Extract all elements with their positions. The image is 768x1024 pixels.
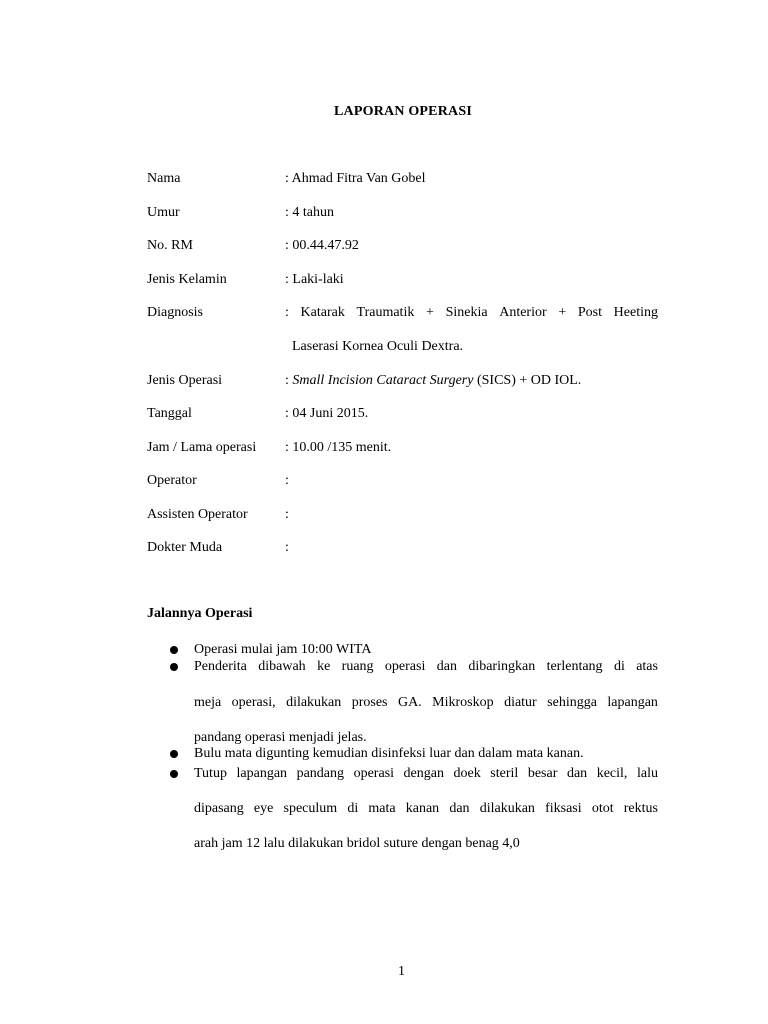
word: dengan xyxy=(403,766,444,781)
word: rektus xyxy=(623,801,658,816)
word: Katarak xyxy=(300,305,345,320)
word: dilakukan xyxy=(286,695,342,710)
word: steril xyxy=(490,766,519,781)
word: Traumatik xyxy=(356,305,415,320)
operation-name: Small Incision Cataract Surgery xyxy=(292,373,474,388)
word: operasi xyxy=(384,659,426,674)
word: speculum xyxy=(283,801,338,816)
word: Heeting xyxy=(613,305,658,320)
list-item: Operasi mulai jam 10:00 WITA xyxy=(194,642,372,657)
word: GA. xyxy=(397,695,422,710)
word: kecil, xyxy=(596,766,628,781)
word: : xyxy=(285,305,289,320)
field-label: Dokter Muda xyxy=(147,540,223,555)
list-item-line xyxy=(194,694,658,712)
word: lapangan xyxy=(236,766,288,781)
word: otot xyxy=(591,801,614,816)
bullet-icon xyxy=(170,646,178,654)
word: mata xyxy=(368,801,396,816)
word: operasi, xyxy=(231,695,276,710)
field-value: : Laki-laki xyxy=(285,272,344,287)
word: ke xyxy=(317,659,331,674)
list-item-line xyxy=(194,658,658,676)
word: sehingga xyxy=(547,695,597,710)
field-value: : 4 tahun xyxy=(285,205,334,220)
field-label: Assisten Operator xyxy=(147,507,248,522)
field-label: Nama xyxy=(147,171,181,186)
value-prefix: : xyxy=(285,373,293,388)
list-item-line: pandang operasi menjadi jelas. xyxy=(194,730,367,745)
list-item: Bulu mata digunting kemudian disinfeksi luar dan dalam mata kanan. xyxy=(194,746,584,761)
bullet-icon xyxy=(170,663,178,671)
diagnosis-line-2: Laserasi Kornea Oculi Dextra. xyxy=(292,339,464,354)
word: meja xyxy=(194,695,222,710)
word: ruang xyxy=(341,659,374,674)
word: Post xyxy=(577,305,602,320)
word: Tutup xyxy=(194,766,227,781)
word: dan xyxy=(566,766,588,781)
document-title: LAPORAN OPERASI xyxy=(334,104,472,119)
word: doek xyxy=(453,766,481,781)
word: dilakukan xyxy=(479,801,535,816)
word: lapangan xyxy=(607,695,658,710)
word: dan xyxy=(436,659,457,674)
field-value: : xyxy=(285,540,289,555)
word: Penderita xyxy=(194,659,247,674)
field-label: No. RM xyxy=(147,238,193,253)
word: atas xyxy=(636,659,658,674)
list-item-line: arah jam 12 lalu dilakukan bridol suture dengan benag 4,0 xyxy=(194,836,520,851)
word: Mikroskop xyxy=(432,695,494,710)
field-value xyxy=(285,372,581,390)
word: Sinekia xyxy=(445,305,488,320)
word: dan xyxy=(449,801,470,816)
word: proses xyxy=(351,695,388,710)
field-value: : 00.44.47.92 xyxy=(285,238,359,253)
word: pandang xyxy=(296,766,345,781)
word: fiksasi xyxy=(545,801,582,816)
field-value: : Ahmad Fitra Van Gobel xyxy=(285,171,426,186)
word: eye xyxy=(253,801,274,816)
bullet-icon xyxy=(170,750,178,758)
list-item-line xyxy=(194,800,658,818)
word: lalu xyxy=(636,766,658,781)
list-item-line xyxy=(194,765,658,783)
value-suffix: (SICS) + OD IOL. xyxy=(473,373,582,388)
word: diatur xyxy=(504,695,537,710)
word: dibaringkan xyxy=(468,659,536,674)
field-label: Jenis Operasi xyxy=(147,373,223,388)
word: terlentang xyxy=(546,659,603,674)
field-label: Umur xyxy=(147,205,180,220)
page-number: 1 xyxy=(398,964,405,979)
bullet-icon xyxy=(170,770,178,778)
word: + xyxy=(558,305,567,320)
field-label: Operator xyxy=(147,473,197,488)
field-label: Tanggal xyxy=(147,406,192,421)
field-value: : xyxy=(285,473,289,488)
field-label: Diagnosis xyxy=(147,305,203,320)
word: + xyxy=(426,305,434,320)
word: kanan xyxy=(405,801,440,816)
word: di xyxy=(347,801,359,816)
field-label: Jam / Lama operasi xyxy=(147,440,257,455)
word: besar xyxy=(527,766,558,781)
field-value: : xyxy=(285,507,289,522)
word: dibawah xyxy=(258,659,306,674)
diagnosis-line-1 xyxy=(285,304,658,322)
word: operasi xyxy=(353,766,394,781)
word: dipasang xyxy=(194,801,244,816)
field-label: Jenis Kelamin xyxy=(147,272,227,287)
word: di xyxy=(613,659,625,674)
field-value: : 04 Juni 2015. xyxy=(285,406,369,421)
section-title: Jalannya Operasi xyxy=(147,606,253,621)
field-value: : 10.00 /135 menit. xyxy=(285,440,392,455)
word: Anterior xyxy=(499,305,547,320)
